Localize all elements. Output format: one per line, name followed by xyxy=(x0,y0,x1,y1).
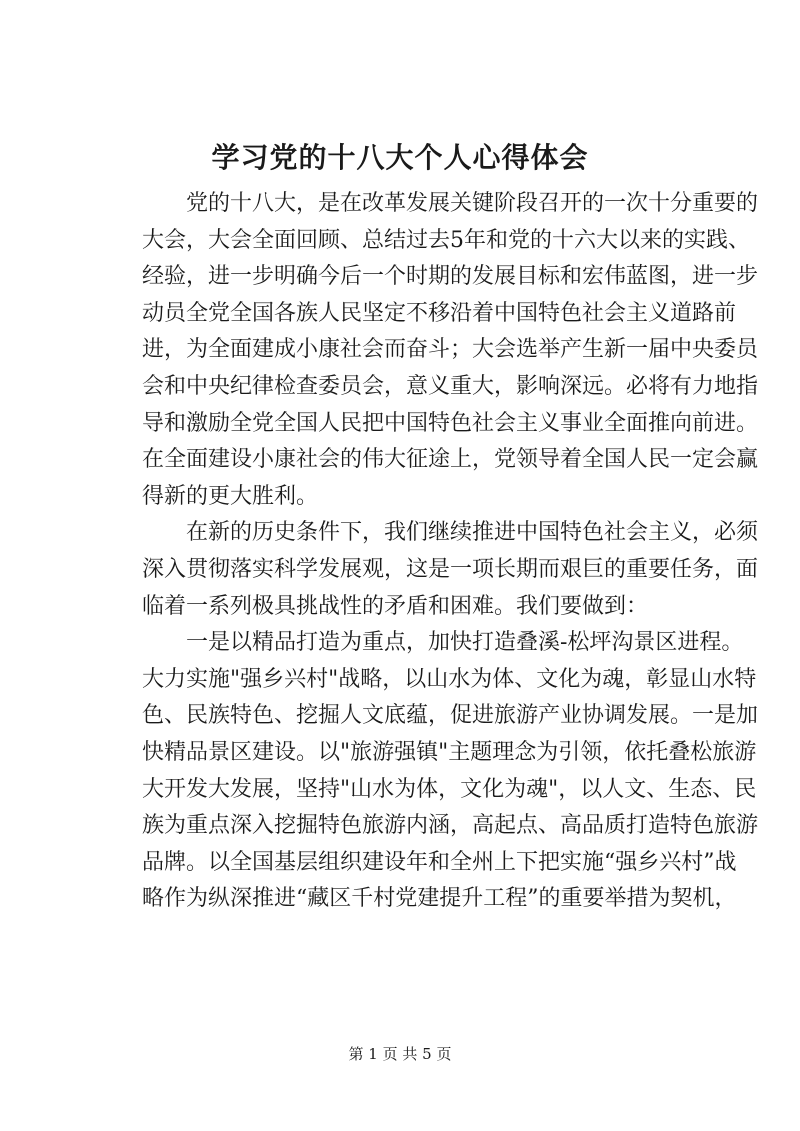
text-line: 在新的历史条件下，我们继续推进中国特色社会主义，必须 xyxy=(186,520,759,546)
text-line: 色、民族特色、挖掘人文底蕴，促进旅游产业协调发展。一是加 xyxy=(142,703,759,729)
text-line: 大开发大发展，坚持"山水为体，文化为魂"，以人文、生态、民 xyxy=(142,776,757,802)
text-line: 动员全党全国各族人民坚定不移沿着中国特色社会主义道路前 xyxy=(142,300,737,326)
text-line: 大会，大会全面回顾、总结过去5年和党的十六大以来的实践、 xyxy=(142,227,750,253)
paragraph-2 xyxy=(110,515,759,625)
text-line: 大力实施"强乡兴村"战略，以山水为体、文化为魂，彰显山水特 xyxy=(142,666,757,692)
text-line: 导和激励全党全国人民把中国特色社会主义事业全面推向前进。 xyxy=(142,410,759,436)
text-line: 族为重点深入挖掘特色旅游内涵，高起点、高品质打造特色旅游 xyxy=(142,813,759,839)
text-line: 临着一系列极具挑战性的矛盾和困难。我们要做到： xyxy=(142,593,649,619)
paragraph-1 xyxy=(110,186,759,515)
text-line: 品牌。以全国基层组织建设年和全州上下把实施“强乡兴村”战 xyxy=(142,849,737,875)
text-line: 略作为纵深推进“藏区千村党建提升工程”的重要举措为契机， xyxy=(142,886,737,912)
text-line: 进，为全面建成小康社会而奋斗；大会选举产生新一届中央委员 xyxy=(142,337,759,363)
text-line: 党的十八大，是在改革发展关键阶段召开的一次十分重要的 xyxy=(186,191,759,216)
document-body xyxy=(110,186,759,918)
text-line: 经验，进一步明确今后一个时期的发展目标和宏伟蓝图，进一步 xyxy=(142,264,759,290)
text-line: 会和中央纪律检查委员会，意义重大，影响深远。必将有力地指 xyxy=(142,373,759,399)
text-line: 得新的更大胜利。 xyxy=(142,483,319,509)
document-title: 学习党的十八大个人心得体会 xyxy=(211,141,589,174)
text-line: 在全面建设小康社会的伟大征途上，党领导着全国人民一定会赢 xyxy=(142,447,759,473)
text-line: 一是以精品打造为重点，加快打造叠溪-松坪沟景区进程。 xyxy=(186,630,744,656)
text-line: 深入贯彻落实科学发展观，这是一项长期而艰巨的重要任务，面 xyxy=(142,556,759,582)
paragraph-3 xyxy=(110,625,759,918)
text-line: 快精品景区建设。以"旅游强镇"主题理念为引领，依托叠松旅游 xyxy=(142,739,757,765)
page-number-footer: 第 1 页 共 5 页 xyxy=(348,1045,452,1063)
